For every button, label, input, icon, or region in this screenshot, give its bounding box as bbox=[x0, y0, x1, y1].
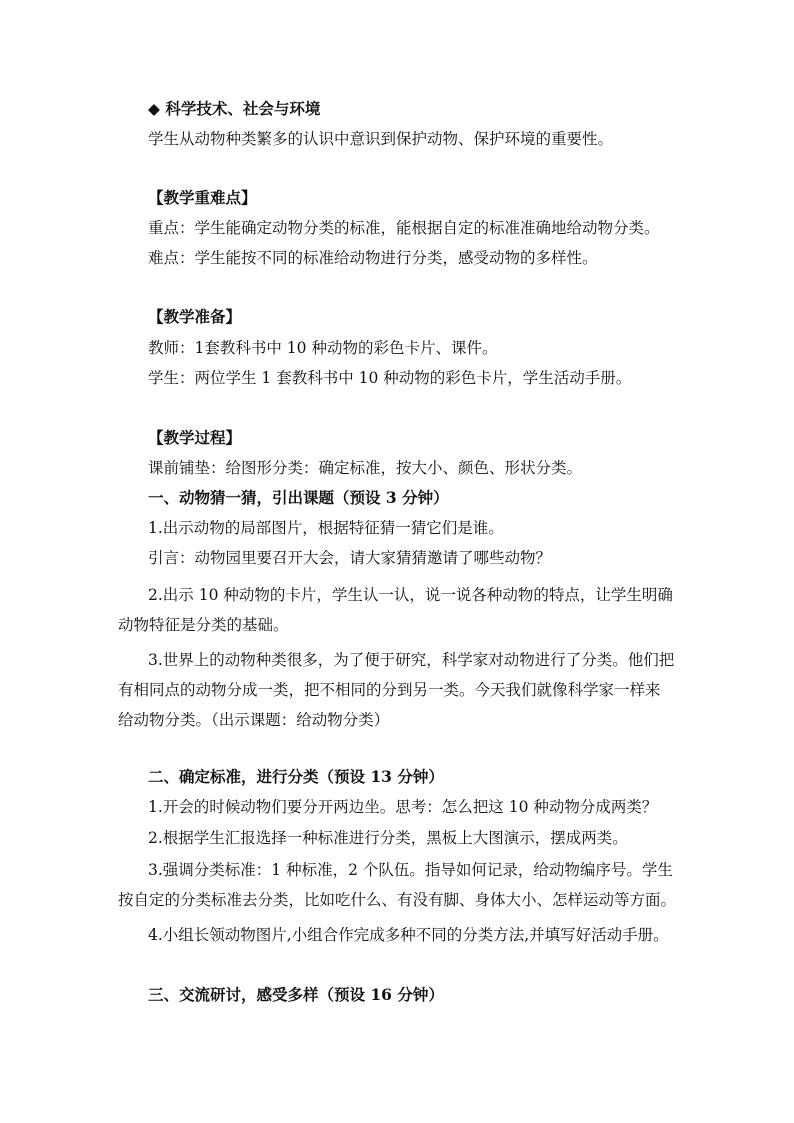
paragraph: 按自定的分类标准去分类，比如吃什么、有没有脚、身体大小、怎样运动等方面。 bbox=[118, 891, 677, 909]
subsection-heading-2: 二、确定标准，进行分类（预设 13 分钟） bbox=[148, 767, 444, 786]
paragraph: 学生：两位学生 1 套教科书中 10 种动物的彩色卡片，学生活动手册。 bbox=[148, 369, 632, 387]
paragraph: 学生从动物种类繁多的认识中意识到保护动物、保护环境的重要性。 bbox=[148, 130, 614, 148]
paragraph: 3.强调分类标准：1 种标准，2 个队伍。指导如何记录，给动物编序号。学生 bbox=[148, 861, 673, 879]
paragraph: 引言：动物园里要召开大会，请大家猜猜邀请了哪些动物？ bbox=[148, 549, 552, 567]
subsection-heading-1: 一、动物猜一猜，引出课题（预设 3 分钟） bbox=[148, 488, 449, 507]
paragraph: 动物特征是分类的基础。 bbox=[118, 616, 289, 634]
paragraph: 4.小组长领动物图片,小组合作完成多种不同的分类方法,并填写好活动手册。 bbox=[148, 926, 669, 944]
paragraph: 教师：1套教科书中 10 种动物的彩色卡片、课件。 bbox=[148, 339, 498, 357]
paragraph: 3.世界上的动物种类很多，为了便于研究，科学家对动物进行了分类。他们把 bbox=[148, 651, 675, 669]
paragraph: 2.出示 10 种动物的卡片，学生认一认，说一说各种动物的特点，让学生明确 bbox=[148, 586, 673, 604]
section-heading-sci: ◆ 科学技术、社会与环境 bbox=[148, 99, 321, 118]
paragraph: 1.出示动物的局部图片，根据特征猜一猜它们是谁。 bbox=[148, 519, 504, 537]
section-heading-difficulty: 【教学重难点】 bbox=[148, 188, 257, 207]
section-heading-prep: 【教学准备】 bbox=[148, 307, 242, 326]
paragraph: 课前铺垫：给图形分类：确定标准，按大小、颜色、形状分类。 bbox=[148, 459, 583, 477]
section-heading-process: 【教学过程】 bbox=[148, 428, 242, 447]
paragraph: 1.开会的时候动物们要分开两边坐。思考：怎么把这 10 种动物分成两类？ bbox=[148, 798, 658, 816]
subsection-heading-3: 三、交流研讨，感受多样（预设 16 分钟） bbox=[148, 985, 444, 1004]
paragraph: 给动物分类。（出示课题：给动物分类） bbox=[118, 711, 390, 729]
paragraph: 有相同点的动物分成一类，把不相同的分到另一类。今天我们就像科学家一样来 bbox=[118, 681, 661, 699]
paragraph: 重点：学生能确定动物分类的标准，能根据自定的标准准确地给动物分类。 bbox=[148, 219, 660, 237]
paragraph: 2.根据学生汇报选择一种标准进行分类，黑板上大图演示，摆成两类。 bbox=[148, 829, 628, 847]
paragraph: 难点：学生能按不同的标准给动物进行分类，感受动物的多样性。 bbox=[148, 249, 598, 267]
